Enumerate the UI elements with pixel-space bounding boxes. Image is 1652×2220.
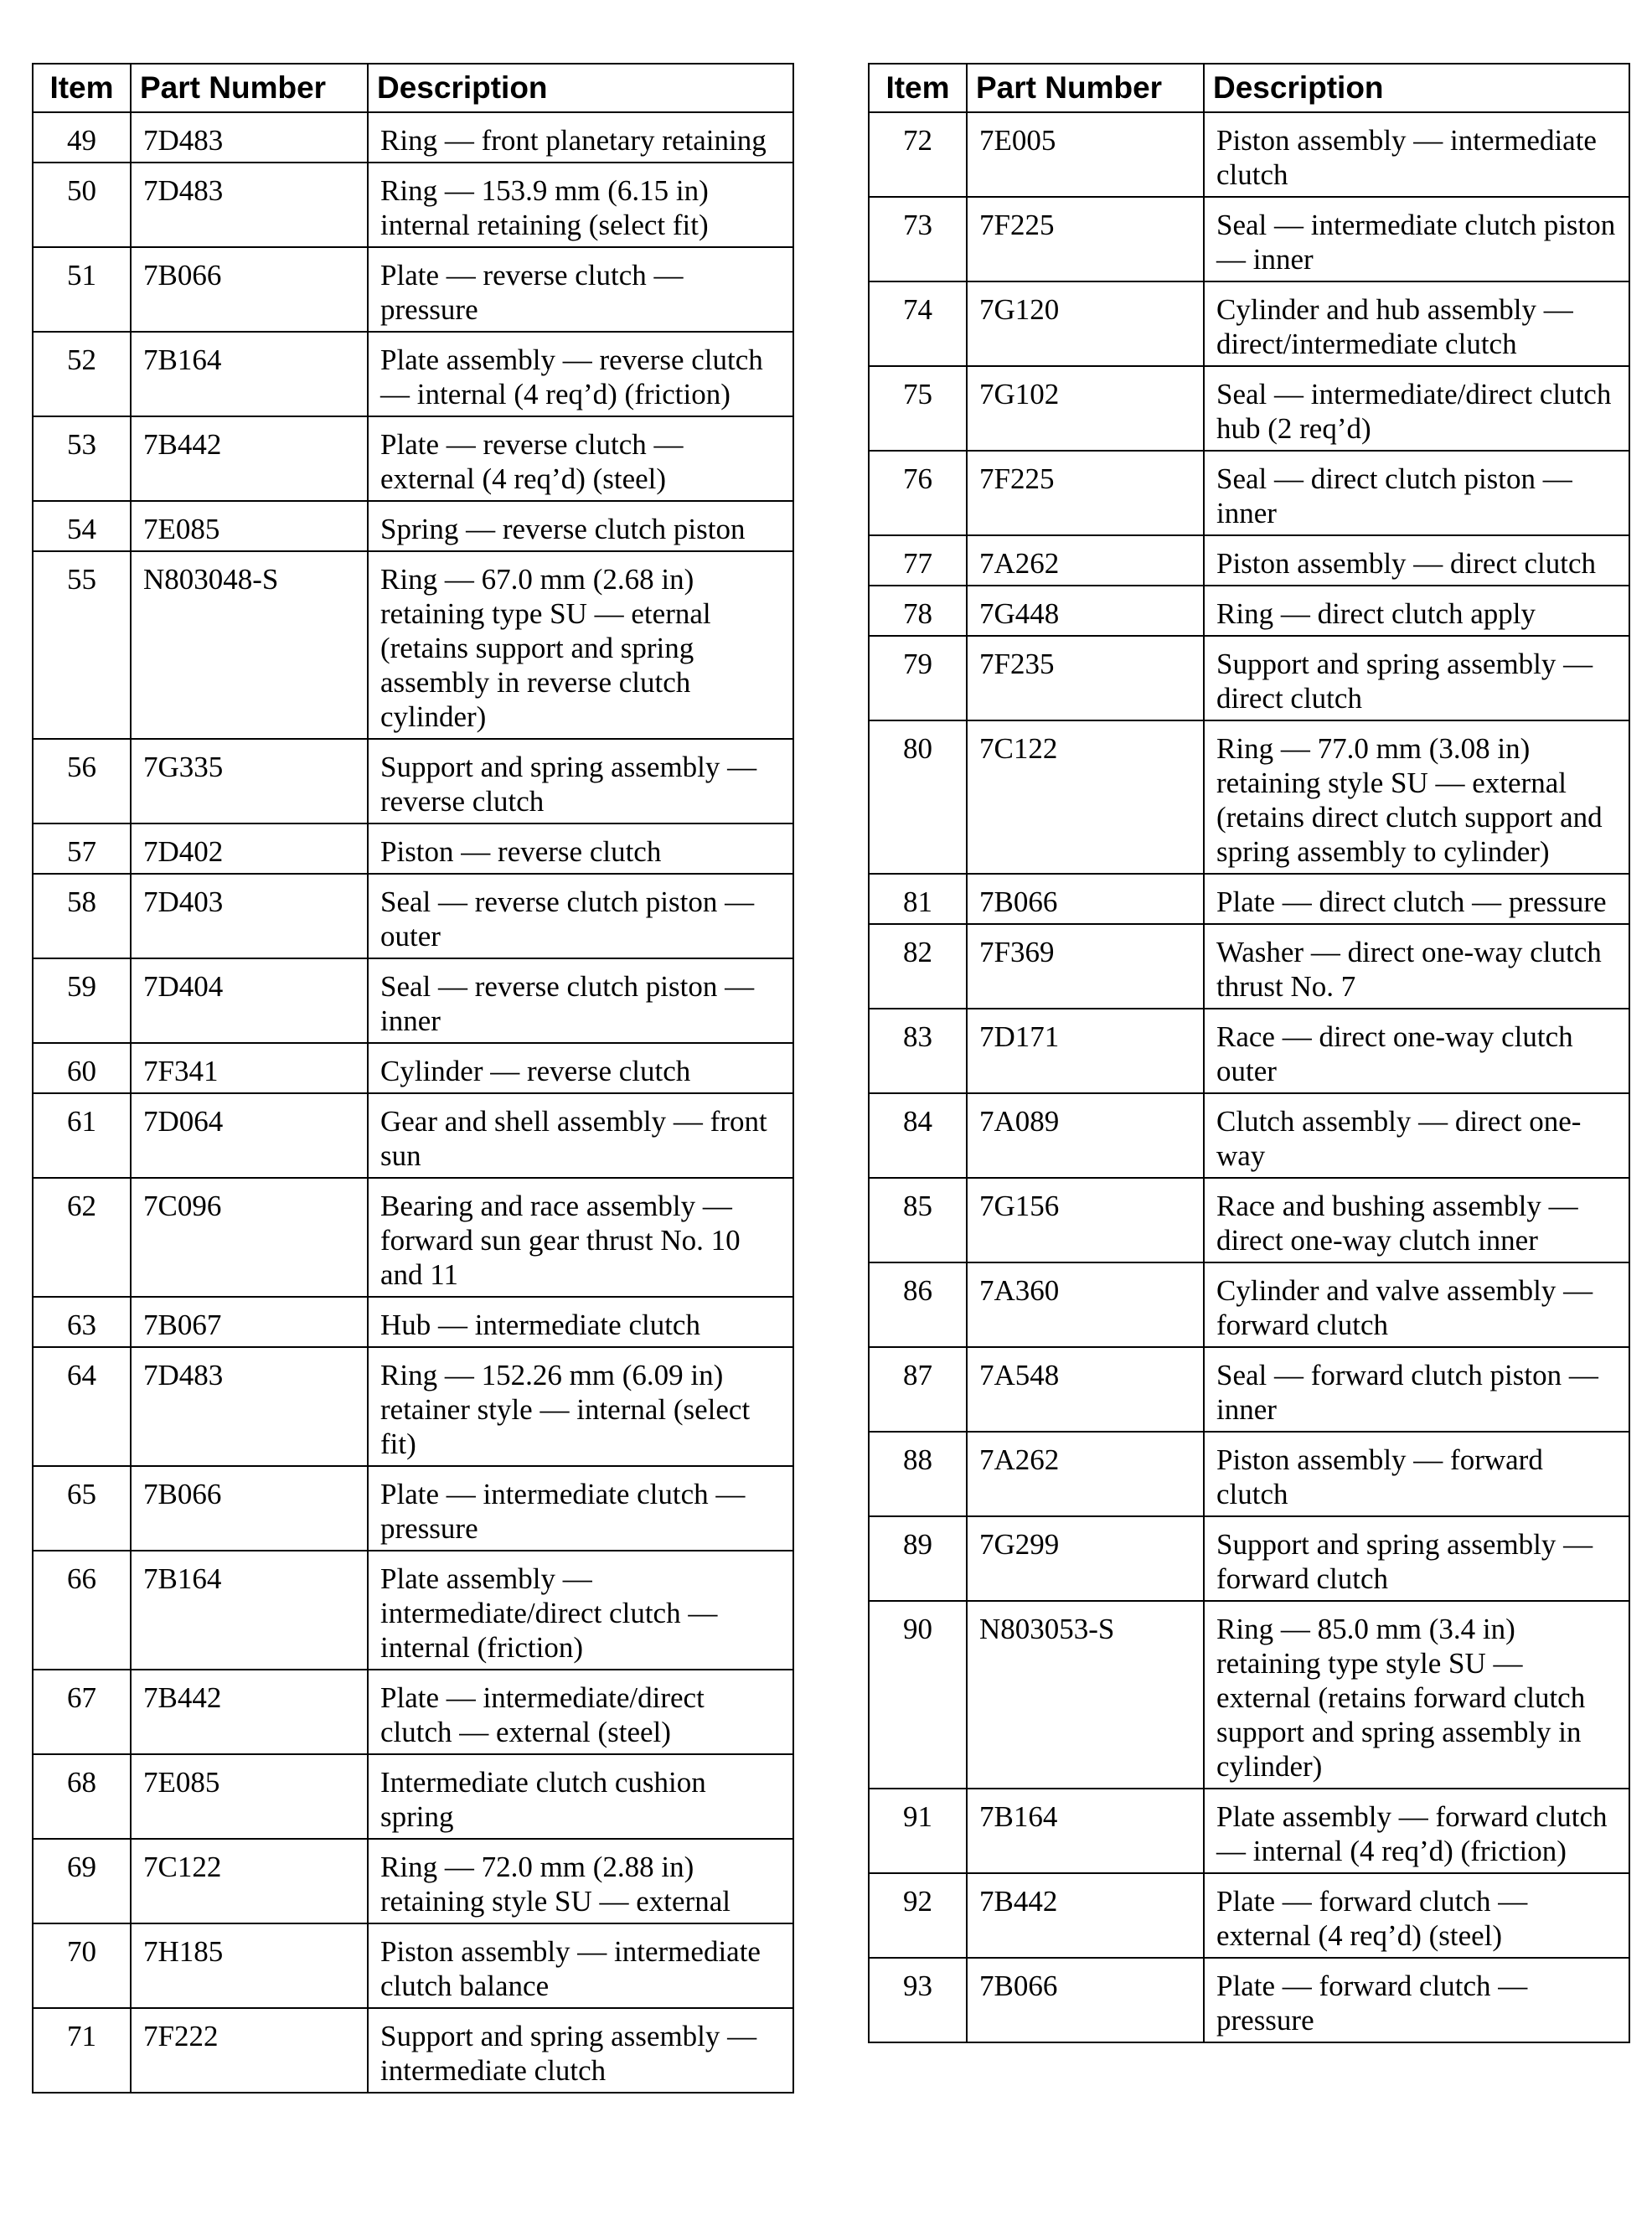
item-cell: 86 — [869, 1262, 967, 1347]
description-header: Description — [1204, 64, 1629, 112]
description-cell: Plate assembly — forward clutch — internal (4 req’d) (friction) — [1204, 1789, 1629, 1873]
table-row — [869, 636, 1629, 720]
table-row — [869, 366, 1629, 451]
item-cell: 70 — [33, 1923, 131, 2008]
part-number-cell: 7B164 — [967, 1789, 1204, 1873]
description-cell: Ring — 67.0 mm (2.68 in) retaining type SU — eternal (retains support and spring assembly in reverse clutch cylinder) — [368, 551, 793, 739]
table-row — [869, 1093, 1629, 1178]
part-number-cell: 7B066 — [967, 874, 1204, 924]
table-row — [869, 1601, 1629, 1789]
description-header: Description — [368, 64, 793, 112]
description-cell: Cylinder and valve assembly — forward clutch — [1204, 1262, 1629, 1347]
table-row — [33, 551, 793, 739]
table-row — [869, 720, 1629, 874]
item-cell: 71 — [33, 2008, 131, 2093]
item-cell: 83 — [869, 1009, 967, 1093]
part-number-cell: 7G299 — [967, 1516, 1204, 1601]
item-cell: 79 — [869, 636, 967, 720]
description-cell: Race — direct one-way clutch outer — [1204, 1009, 1629, 1093]
table-row — [33, 1754, 793, 1839]
part-number-cell: 7E005 — [967, 112, 1204, 197]
description-cell: Piston — reverse clutch — [368, 823, 793, 874]
table-row — [869, 874, 1629, 924]
item-cell: 53 — [33, 416, 131, 501]
item-cell: 60 — [33, 1043, 131, 1093]
part-number-cell: 7D171 — [967, 1009, 1204, 1093]
table-row — [869, 1958, 1629, 2042]
part-number-cell: 7D402 — [131, 823, 368, 874]
part-number-cell: 7A262 — [967, 535, 1204, 586]
item-cell: 90 — [869, 1601, 967, 1789]
description-cell: Ring — direct clutch apply — [1204, 586, 1629, 636]
item-cell: 50 — [33, 163, 131, 247]
part-number-cell: 7B442 — [131, 1670, 368, 1754]
item-cell: 65 — [33, 1466, 131, 1551]
table-row — [33, 874, 793, 958]
parts-table-right — [868, 63, 1630, 2043]
description-cell: Support and spring assembly — reverse clutch — [368, 739, 793, 823]
table-row — [869, 586, 1629, 636]
part-number-cell: 7B442 — [967, 1873, 1204, 1958]
description-cell: Plate — forward clutch — pressure — [1204, 1958, 1629, 2042]
part-number-cell: 7A548 — [967, 1347, 1204, 1432]
part-number-cell: 7B164 — [131, 332, 368, 416]
description-cell: Plate — reverse clutch — pressure — [368, 247, 793, 332]
description-cell: Plate — forward clutch — external (4 req’d) (steel) — [1204, 1873, 1629, 1958]
table-row — [33, 1839, 793, 1923]
item-cell: 55 — [33, 551, 131, 739]
item-cell: 62 — [33, 1178, 131, 1297]
part-number-cell: 7D483 — [131, 112, 368, 163]
description-cell: Ring — 153.9 mm (6.15 in) internal retaining (select fit) — [368, 163, 793, 247]
item-cell: 51 — [33, 247, 131, 332]
description-cell: Piston assembly — direct clutch — [1204, 535, 1629, 586]
item-cell: 49 — [33, 112, 131, 163]
part-number-header: Part Number — [967, 64, 1204, 112]
item-cell: 92 — [869, 1873, 967, 1958]
table-row — [33, 958, 793, 1043]
item-cell: 87 — [869, 1347, 967, 1432]
table-row — [33, 163, 793, 247]
description-cell: Washer — direct one-way clutch thrust No. 7 — [1204, 924, 1629, 1009]
description-cell: Seal — intermediate/direct clutch hub (2 req’d) — [1204, 366, 1629, 451]
table-row — [869, 112, 1629, 197]
item-cell: 85 — [869, 1178, 967, 1262]
description-cell: Seal — direct clutch piston — inner — [1204, 451, 1629, 535]
item-cell: 76 — [869, 451, 967, 535]
part-number-cell: 7B066 — [131, 247, 368, 332]
item-cell: 89 — [869, 1516, 967, 1601]
item-cell: 57 — [33, 823, 131, 874]
description-cell: Ring — 85.0 mm (3.4 in) retaining type style SU — external (retains forward clutch support and spring assembly in cylinder) — [1204, 1601, 1629, 1789]
part-number-cell: 7D403 — [131, 874, 368, 958]
part-number-cell: 7A262 — [967, 1432, 1204, 1516]
item-cell: 88 — [869, 1432, 967, 1516]
header-row — [33, 64, 793, 112]
description-cell: Plate — direct clutch — pressure — [1204, 874, 1629, 924]
table-row — [33, 823, 793, 874]
description-cell: Bearing and race assembly — forward sun gear thrust No. 10 and 11 — [368, 1178, 793, 1297]
item-cell: 82 — [869, 924, 967, 1009]
table-row — [869, 1178, 1629, 1262]
table-row — [33, 1093, 793, 1178]
description-cell: Seal — reverse clutch piston — outer — [368, 874, 793, 958]
item-cell: 66 — [33, 1551, 131, 1670]
table-row — [869, 535, 1629, 586]
table-row — [33, 1551, 793, 1670]
part-number-cell: 7B067 — [131, 1297, 368, 1347]
item-cell: 64 — [33, 1347, 131, 1466]
description-cell: Plate — reverse clutch — external (4 req’d) (steel) — [368, 416, 793, 501]
description-cell: Ring — 72.0 mm (2.88 in) retaining style SU — external — [368, 1839, 793, 1923]
description-cell: Ring — 77.0 mm (3.08 in) retaining style SU — external (retains direct clutch support and spring assembly to cylinder) — [1204, 720, 1629, 874]
description-cell: Cylinder — reverse clutch — [368, 1043, 793, 1093]
part-number-cell: 7F222 — [131, 2008, 368, 2093]
table-row — [869, 451, 1629, 535]
description-cell: Gear and shell assembly — front sun — [368, 1093, 793, 1178]
header-row — [869, 64, 1629, 112]
part-number-cell: 7B164 — [131, 1551, 368, 1670]
description-cell: Ring — 152.26 mm (6.09 in) retainer style — internal (select fit) — [368, 1347, 793, 1466]
description-cell: Plate assembly — reverse clutch — internal (4 req’d) (friction) — [368, 332, 793, 416]
description-cell: Plate — intermediate/direct clutch — external (steel) — [368, 1670, 793, 1754]
part-number-cell: 7F225 — [967, 197, 1204, 281]
item-cell: 73 — [869, 197, 967, 281]
parts-table-left — [32, 63, 794, 2094]
description-cell: Support and spring assembly — direct clutch — [1204, 636, 1629, 720]
part-number-cell: 7C122 — [967, 720, 1204, 874]
table-row — [869, 1432, 1629, 1516]
table-row — [33, 112, 793, 163]
part-number-cell: 7D483 — [131, 1347, 368, 1466]
description-cell: Seal — reverse clutch piston — inner — [368, 958, 793, 1043]
part-number-cell: 7A360 — [967, 1262, 1204, 1347]
part-number-cell: 7F341 — [131, 1043, 368, 1093]
item-cell: 91 — [869, 1789, 967, 1873]
table-row — [33, 1297, 793, 1347]
table-row — [33, 1178, 793, 1297]
part-number-cell: 7G448 — [967, 586, 1204, 636]
item-cell: 68 — [33, 1754, 131, 1839]
description-cell: Seal — forward clutch piston — inner — [1204, 1347, 1629, 1432]
item-cell: 77 — [869, 535, 967, 586]
part-number-cell: 7D064 — [131, 1093, 368, 1178]
description-cell: Clutch assembly — direct one-way — [1204, 1093, 1629, 1178]
part-number-cell: 7F369 — [967, 924, 1204, 1009]
part-number-cell: 7B066 — [131, 1466, 368, 1551]
table-row — [33, 739, 793, 823]
item-header: Item — [869, 64, 967, 112]
item-cell: 84 — [869, 1093, 967, 1178]
part-number-cell: 7G120 — [967, 281, 1204, 366]
table-row — [33, 2008, 793, 2093]
item-cell: 52 — [33, 332, 131, 416]
item-cell: 80 — [869, 720, 967, 874]
part-number-cell: 7D404 — [131, 958, 368, 1043]
item-cell: 67 — [33, 1670, 131, 1754]
item-cell: 63 — [33, 1297, 131, 1347]
part-number-cell: 7G156 — [967, 1178, 1204, 1262]
item-cell: 56 — [33, 739, 131, 823]
part-number-cell: N803053-S — [967, 1601, 1204, 1789]
description-cell: Ring — front planetary retaining — [368, 112, 793, 163]
table-row — [33, 332, 793, 416]
part-number-cell: N803048-S — [131, 551, 368, 739]
table-row — [869, 1347, 1629, 1432]
item-cell: 54 — [33, 501, 131, 551]
table-row — [33, 1043, 793, 1093]
part-number-cell: 7D483 — [131, 163, 368, 247]
table-row — [33, 1466, 793, 1551]
item-cell: 75 — [869, 366, 967, 451]
part-number-cell: 7G335 — [131, 739, 368, 823]
table-row — [869, 1262, 1629, 1347]
description-cell: Race and bushing assembly — direct one-way clutch inner — [1204, 1178, 1629, 1262]
item-cell: 58 — [33, 874, 131, 958]
table-row — [869, 197, 1629, 281]
item-header: Item — [33, 64, 131, 112]
item-cell: 74 — [869, 281, 967, 366]
part-number-header: Part Number — [131, 64, 368, 112]
part-number-cell: 7E085 — [131, 501, 368, 551]
item-cell: 81 — [869, 874, 967, 924]
description-cell: Seal — intermediate clutch piston — inner — [1204, 197, 1629, 281]
table-row — [869, 1009, 1629, 1093]
table-row — [33, 247, 793, 332]
part-number-cell: 7G102 — [967, 366, 1204, 451]
description-cell: Piston assembly — intermediate clutch balance — [368, 1923, 793, 2008]
description-cell: Piston assembly — intermediate clutch — [1204, 112, 1629, 197]
table-row — [869, 1873, 1629, 1958]
description-cell: Support and spring assembly — forward clutch — [1204, 1516, 1629, 1601]
part-number-cell: 7F235 — [967, 636, 1204, 720]
description-cell: Cylinder and hub assembly — direct/intermediate clutch — [1204, 281, 1629, 366]
item-cell: 93 — [869, 1958, 967, 2042]
table-row — [33, 1347, 793, 1466]
part-number-cell: 7H185 — [131, 1923, 368, 2008]
part-number-cell: 7C096 — [131, 1178, 368, 1297]
part-number-cell: 7A089 — [967, 1093, 1204, 1178]
description-cell: Plate assembly — intermediate/direct clutch — internal (friction) — [368, 1551, 793, 1670]
description-cell: Plate — intermediate clutch — pressure — [368, 1466, 793, 1551]
table-row — [869, 1789, 1629, 1873]
item-cell: 61 — [33, 1093, 131, 1178]
table-row — [33, 1670, 793, 1754]
table-row — [869, 924, 1629, 1009]
description-cell: Spring — reverse clutch piston — [368, 501, 793, 551]
table-row — [869, 281, 1629, 366]
item-cell: 72 — [869, 112, 967, 197]
table-row — [33, 501, 793, 551]
part-number-cell: 7B066 — [967, 1958, 1204, 2042]
table-row — [33, 1923, 793, 2008]
item-cell: 69 — [33, 1839, 131, 1923]
item-cell: 59 — [33, 958, 131, 1043]
description-cell: Hub — intermediate clutch — [368, 1297, 793, 1347]
part-number-cell: 7C122 — [131, 1839, 368, 1923]
part-number-cell: 7E085 — [131, 1754, 368, 1839]
table-row — [869, 1516, 1629, 1601]
table-row — [33, 416, 793, 501]
part-number-cell: 7F225 — [967, 451, 1204, 535]
part-number-cell: 7B442 — [131, 416, 368, 501]
description-cell: Support and spring assembly — intermediate clutch — [368, 2008, 793, 2093]
item-cell: 78 — [869, 586, 967, 636]
description-cell: Intermediate clutch cushion spring — [368, 1754, 793, 1839]
description-cell: Piston assembly — forward clutch — [1204, 1432, 1629, 1516]
